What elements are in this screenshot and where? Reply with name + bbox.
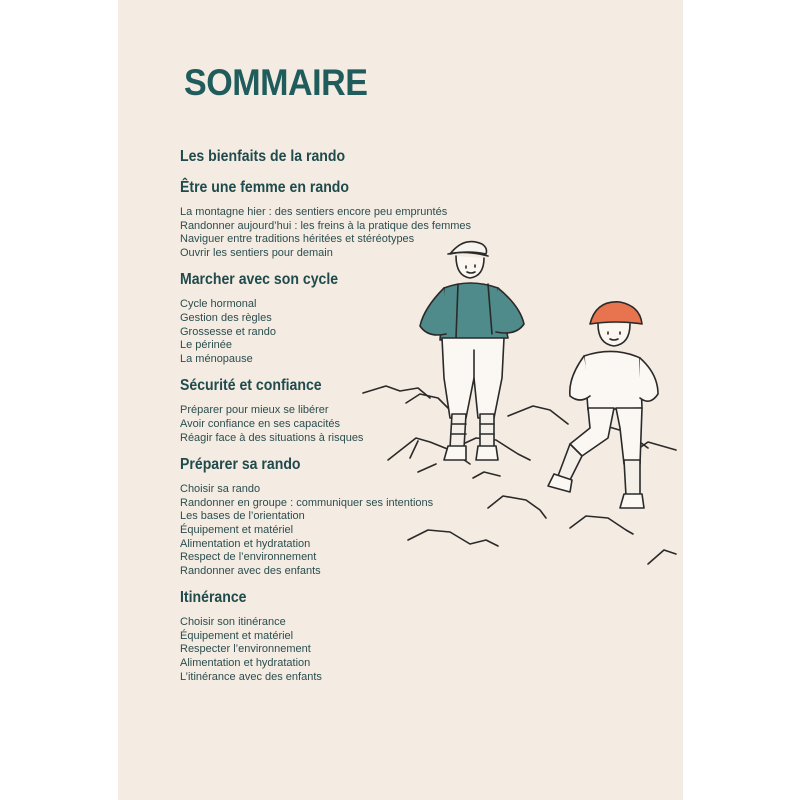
toc-item: Réagir face à des situations à risques bbox=[180, 431, 364, 444]
toc-item: Les bases de l’orientation bbox=[180, 510, 305, 523]
hiker-woman-helmet bbox=[548, 302, 658, 508]
section-heading: Itinérance bbox=[180, 589, 247, 607]
toc-item: Équipement et matériel bbox=[180, 629, 294, 642]
page-title: SOMMAIRE bbox=[184, 62, 368, 103]
toc-item: Respect de l’environnement bbox=[180, 551, 317, 564]
toc-item: La montagne hier : des sentiers encore peu empruntés bbox=[180, 206, 448, 218]
section-heading: Sécurité et confiance bbox=[180, 377, 322, 395]
toc-item: Choisir son itinérance bbox=[180, 616, 286, 629]
toc-item: Cycle hormonal bbox=[180, 298, 257, 311]
toc-item: Équipement et matériel bbox=[180, 523, 294, 536]
section-heading: Marcher avec son cycle bbox=[180, 271, 339, 289]
toc-item: Randonner aujourd’hui : les freins à la pratique des femmes bbox=[180, 219, 472, 232]
toc-item: Randonner avec des enfants bbox=[180, 564, 321, 577]
toc-item: Grossesse et rando bbox=[180, 325, 276, 338]
section-heading: Préparer sa rando bbox=[180, 456, 301, 474]
section-heading: Les bienfaits de la rando bbox=[180, 148, 346, 165]
toc-item: La ménopause bbox=[180, 352, 253, 365]
hiker-woman-cap bbox=[420, 242, 524, 460]
toc-item: Ouvrir les sentiers pour demain bbox=[180, 246, 333, 259]
book-page bbox=[118, 0, 683, 800]
toc-item: Le périnée bbox=[180, 339, 232, 352]
toc-section bbox=[180, 587, 500, 684]
toc-item: Choisir sa rando bbox=[180, 483, 261, 496]
toc-section bbox=[180, 146, 500, 168]
toc-item: Alimentation et hydratation bbox=[180, 657, 311, 670]
toc-item: Alimentation et hydratation bbox=[180, 537, 311, 550]
section-heading: Être une femme en rando bbox=[180, 179, 350, 196]
toc-item: Respecter l’environnement bbox=[180, 643, 311, 656]
hikers-illustration bbox=[358, 228, 688, 573]
toc-item: Naviguer entre traditions héritées et stéréotypes bbox=[180, 233, 415, 246]
toc-item: L’itinérance avec des enfants bbox=[180, 670, 322, 683]
toc-item: Avoir confiance en ses capacités bbox=[180, 417, 340, 430]
toc-item: Gestion des règles bbox=[180, 311, 272, 324]
toc-item: Préparer pour mieux se libérer bbox=[180, 404, 329, 417]
toc-item: Randonner en groupe : communiquer ses intentions bbox=[180, 496, 434, 509]
